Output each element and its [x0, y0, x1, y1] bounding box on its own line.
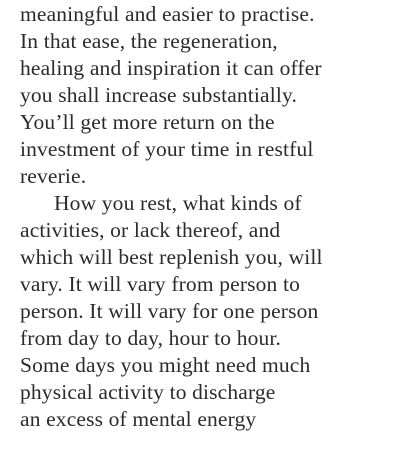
text-line: How you rest, what kinds of: [54, 191, 302, 215]
text-line: healing and inspiration it can offer: [20, 56, 322, 80]
text-line: from day to day, hour to hour.: [20, 326, 282, 350]
text-line: an excess of mental energy: [20, 407, 257, 431]
paragraph-2: [20, 190, 392, 433]
text-line: Some days you might need much: [20, 353, 311, 377]
text-line: reverie.: [20, 164, 87, 188]
paragraph-1: [20, 1, 392, 190]
text-line: meaningful and easier to practise.: [20, 2, 315, 26]
book-page: [20, 0, 392, 473]
text-line: physical activity to discharge: [20, 380, 276, 404]
text-line: person. It will vary for one person: [20, 299, 319, 323]
text-line: you shall increase substantially.: [20, 83, 298, 107]
text-line: activities, or lack thereof, and: [20, 218, 281, 242]
text-line: In that ease, the regeneration,: [20, 29, 278, 53]
text-line: investment of your time in restful: [20, 137, 314, 161]
text-line: which will best replenish you, will: [20, 245, 323, 269]
text-line: vary. It will vary from person to: [20, 272, 300, 296]
text-line: You’ll get more return on the: [20, 110, 275, 134]
